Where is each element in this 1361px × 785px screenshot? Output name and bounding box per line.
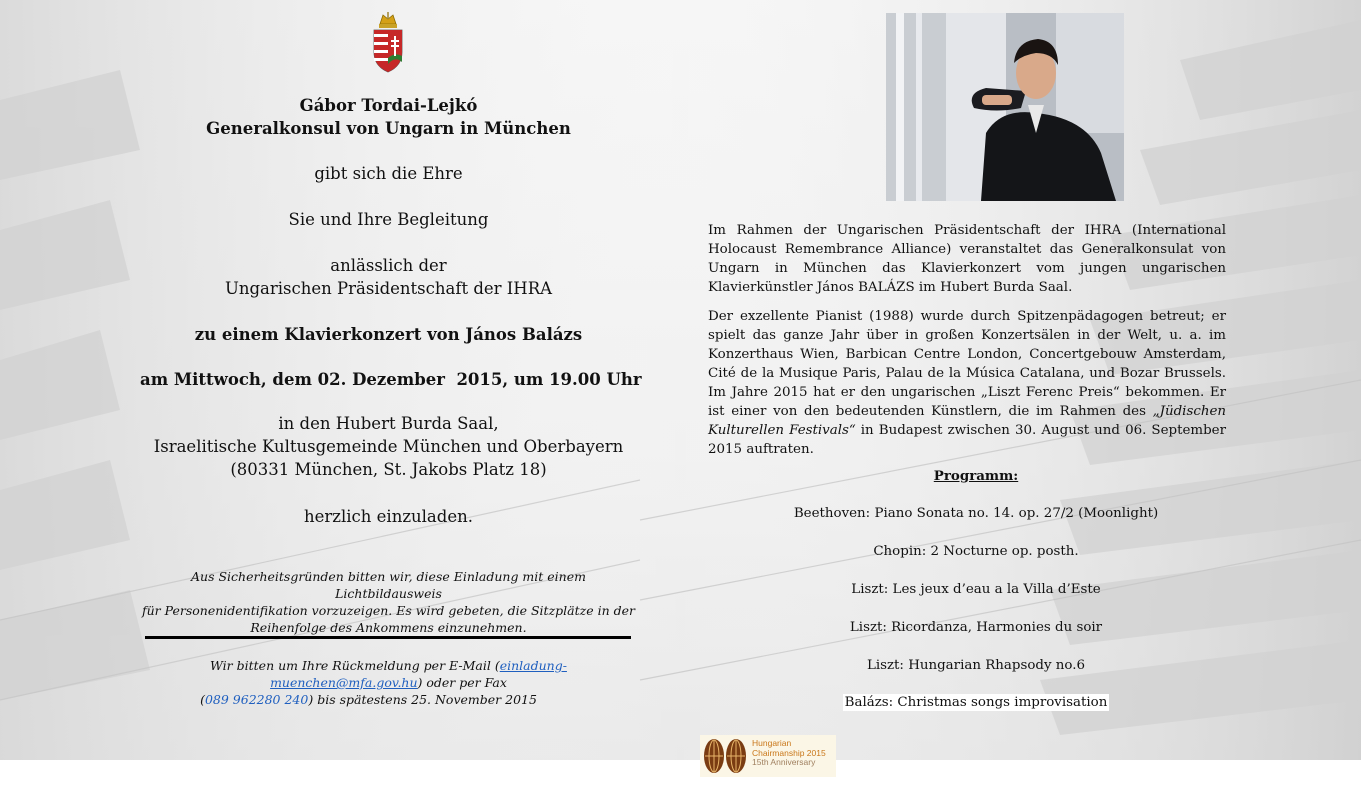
festival-name: „Jüdischen Kulturellen Festivals“	[708, 404, 1226, 438]
invite-line-honor: gibt sich die Ehre	[314, 164, 463, 183]
description-paragraph-1: Im Rahmen der Ungarischen Präsidentschaft der IHRA (International Holocaust Remembrance Alliance) veranstaltet das Generalkonsulat von Ungarn in München das Klavierkonzert vom jungen ungarischen Klavierkünstler János BALÁZS im Hubert Burda Saal.	[708, 223, 1226, 295]
venue-line-1: in den Hubert Burda Saal,	[278, 414, 499, 433]
page-bottom-margin	[0, 757, 1361, 785]
venue-line-2: Israelitische Kultusgemeinde München und Oberbayern	[153, 437, 624, 456]
security-note	[140, 568, 637, 636]
ihra-chairmanship-logo	[700, 735, 836, 777]
logo-line-1: Hungarian	[752, 738, 792, 748]
description-paragraph-2-text: Der exzellente Pianist (1988) wurde durch Spitzenpädagogen betreut; er spielt das ganze Jahr über in großen Konzertsälen in der Welt, u. a. im Konzerthaus Wien, Barbican Centre London, Concertgebouw Amsterdam, Cité de la Musique Paris, Palau de la Música Catalana, und Bozar Brussels. Im Jahre 2015 hat er den ungarischen „Liszt Ferenc Preis“ bekommen. Er ist einer von den bedeutenden Künstlern, die im Rahmen des	[708, 309, 1226, 419]
invite-line-guests: Sie und Ihre Begleitung	[288, 210, 489, 229]
invite-line-presidency: Ungarischen Präsidentschaft der IHRA	[224, 279, 553, 298]
divider-rule	[145, 636, 631, 639]
rsvp-text-mid: ) oder per Fax	[417, 675, 507, 690]
invite-line-occasion: anlässlich der	[330, 256, 447, 275]
description-paragraph-2-end: in Budapest zwischen 30. August und 06. September 2015 auftraten.	[708, 423, 1226, 457]
event-title: zu einem Klavierkonzert von János Balázs	[194, 325, 583, 344]
program-item: Balázs: Christmas songs improvisation	[844, 695, 1108, 710]
concert-description	[708, 221, 1226, 469]
rsvp-email-link-part1[interactable]: einladung-	[499, 658, 567, 673]
program-heading-text: Programm:	[933, 468, 1019, 484]
program-item-last	[708, 695, 1244, 710]
description-paragraph-2	[708, 307, 1226, 459]
rsvp-note	[140, 657, 637, 708]
event-date: am Mittwoch, dem 02. Dezember 2015, um 19.00 Uhr	[140, 370, 642, 389]
venue-line-3: (80331 München, St. Jakobs Platz 18)	[230, 460, 547, 479]
closing-line: herzlich einzuladen.	[304, 507, 473, 526]
program-item: Chopin: 2 Nocturne op. posth.	[873, 544, 1079, 559]
rsvp-text-pre: Wir bitten um Ihre Rückmeldung per E-Mail (	[210, 658, 500, 673]
program-item: Beethoven: Piano Sonata no. 14. op. 27/2 (Moonlight)	[793, 506, 1159, 521]
security-note-line-1: Aus Sicherheitsgründen bitten wir, diese Einladung mit einem Lichtbildausweis	[191, 569, 586, 601]
program-item: Liszt: Ricordanza, Harmonies du soir	[849, 620, 1103, 635]
security-note-line-2: für Personenidentifikation vorzuzeigen. Es wird gebeten, die Sitzplätze in der	[141, 603, 635, 618]
ihra-globe-logo-icon	[702, 737, 748, 775]
hungarian-coat-of-arms-icon	[371, 12, 405, 74]
rsvp-email-link-part2[interactable]: muenchen@mfa.gov.hu	[270, 675, 418, 690]
logo-line-3: 15th Anniversary	[752, 757, 816, 767]
rsvp-fax-number: 089 962280 240	[204, 692, 309, 707]
rsvp-text-post: ) bis spätestens 25. November 2015	[308, 692, 537, 707]
logo-line-2: Chairmanship 2015	[752, 747, 826, 758]
program-heading	[708, 468, 1244, 484]
logo-text	[752, 739, 826, 768]
rsvp-fax-open: (	[200, 692, 205, 707]
consul-name: Gábor Tordai-Lejkó	[299, 96, 478, 115]
program-item: Liszt: Hungarian Rhapsody no.6	[866, 658, 1086, 673]
program-item: Liszt: Les jeux d’eau a la Villa d’Este	[851, 582, 1101, 597]
security-note-line-3: Reihenfolge des Ankommens einzunehmen.	[250, 620, 527, 635]
consul-title: Generalkonsul von Ungarn in München	[206, 119, 571, 138]
pianist-photo	[886, 13, 1124, 201]
